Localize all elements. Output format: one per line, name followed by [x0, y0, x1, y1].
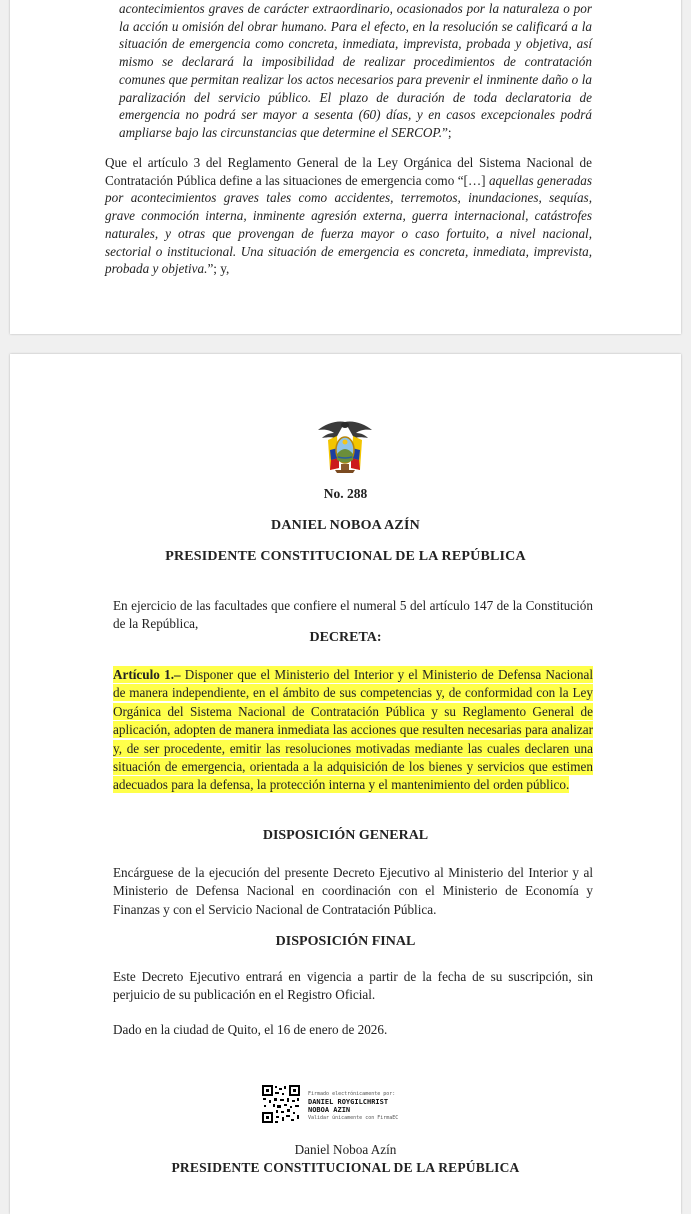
article-1-body: Disponer que el Ministerio del Interior y el Ministerio de Defensa Nacional de manera independiente, en el ámbito de sus competencias y, de conformidad con la Ley Orgánica del Sistema Nacional de Contratación Pública y su Reglamento General de aplicación, adopten de manera inmediata las acciones que resulten necesarias para analizar y, de ser procedente, emitir las resoluciones motivadas mediante las cuales declaren una situación de emergencia, orientada a la adquisición de los bienes y servicios que estimen adecuados para la defensa, la protección interna y el mantenimiento del orden público.: [113, 667, 593, 793]
signature-line-1: Firmado electrónicamente por:: [308, 1091, 396, 1097]
p2-italic: aquellas generadas por acontecimientos graves tales como accidentes, terremotos, inundaciones, sequías, grave conmoción interna, inminente agresión externa, guerra internacional, catástrofes naturales, y otras que provengan de fuerza mayor o caso fortuito, a nivel nacional, sectorial o institucional. Una situación de emergencia es concreta, inmediata, imprevista, probada y objetiva.: [105, 172, 592, 277]
document-page-1: [10, 0, 681, 334]
p2-end: ”; y,: [207, 261, 230, 277]
signature-line-2: DANIEL ROYGILCHRIST: [308, 1098, 389, 1106]
article-1-text: [107, 664, 599, 797]
decree-number: No. 288: [323, 486, 368, 501]
quote-end: ”;: [442, 124, 452, 140]
final-disposition-text: Este Decreto Ejecutivo entrará en vigencia a partir de la fecha de su suscripción, sin perjuicio de su publicación en el Registro Oficial.: [113, 969, 593, 1003]
signature-line-4: Validar únicamente con FirmaEC: [308, 1115, 399, 1121]
president-title-heading: PRESIDENTE CONSTITUCIONAL DE LA REPÚBLICA: [165, 549, 526, 564]
general-disposition-text: Encárguese de la ejecución del presente Decreto Ejecutivo al Ministerio del Interior y al Ministerio de Defensa Nacional en coordinación con el Ministerio de Economía y Finanzas y con el Servicio Nacional de Contratación Pública.: [113, 865, 593, 917]
paragraph-text: [105, 154, 592, 278]
signatory-name: Daniel Noboa Azín: [294, 1142, 397, 1157]
paragraph-article-3: [105, 154, 592, 278]
dated-line: Dado en la ciudad de Quito, el 16 de enero de 2026.: [113, 1022, 388, 1037]
president-name-heading: DANIEL NOBOA AZÍN: [271, 518, 420, 533]
signatory-title: PRESIDENTE CONSTITUCIONAL DE LA REPÚBLICA: [171, 1160, 520, 1175]
quoted-text: [119, 0, 592, 142]
p2-intro: Que el artículo 3 del Reglamento General de la Ley Orgánica del Sistema Nacional de Contratación Pública define a las situaciones de emergencia como “[…]: [105, 155, 592, 188]
general-disposition-heading: DISPOSICIÓN GENERAL: [262, 828, 429, 843]
document-page-2: [10, 354, 681, 1214]
quote-italic: acontecimientos graves de carácter extraordinario, ocasionados por la naturaleza o por la acción u omisión del obrar humano. Para el efecto, en la resolución se calificará a la situación de emergencia como concreta, inmediata, imprevista, probada y objetiva, así mismo se declarará la imposibilidad de realizar procedimientos de contratación comunes que permitan realizar los actos necesarios para prevenir el inminente daño o la paralización del servicio público. El plazo de duración de toda declaratoria de emergencia no podrá ser mayor a sesenta (60) días, y en casos excepcionales podrá ampliarse bajo las circunstancias que determine el SERCOP.: [119, 1, 592, 140]
preamble: En ejercicio de las facultades que confiere el numeral 5 del artículo 147 de la Constitución de la República,: [113, 598, 593, 632]
quoted-article-block: [119, 0, 592, 142]
signature-line-3: NOBOA AZIN: [308, 1106, 351, 1114]
article-1-block: [107, 664, 599, 797]
article-1-label: Artículo 1.–: [113, 667, 181, 682]
final-disposition-heading: DISPOSICIÓN FINAL: [275, 934, 416, 949]
electronic-signature: [308, 1090, 398, 1122]
qr-code-icon: [261, 1084, 301, 1124]
ecuador-coat-of-arms-icon: [315, 418, 375, 476]
decreta-heading: DECRETA:: [309, 630, 382, 645]
